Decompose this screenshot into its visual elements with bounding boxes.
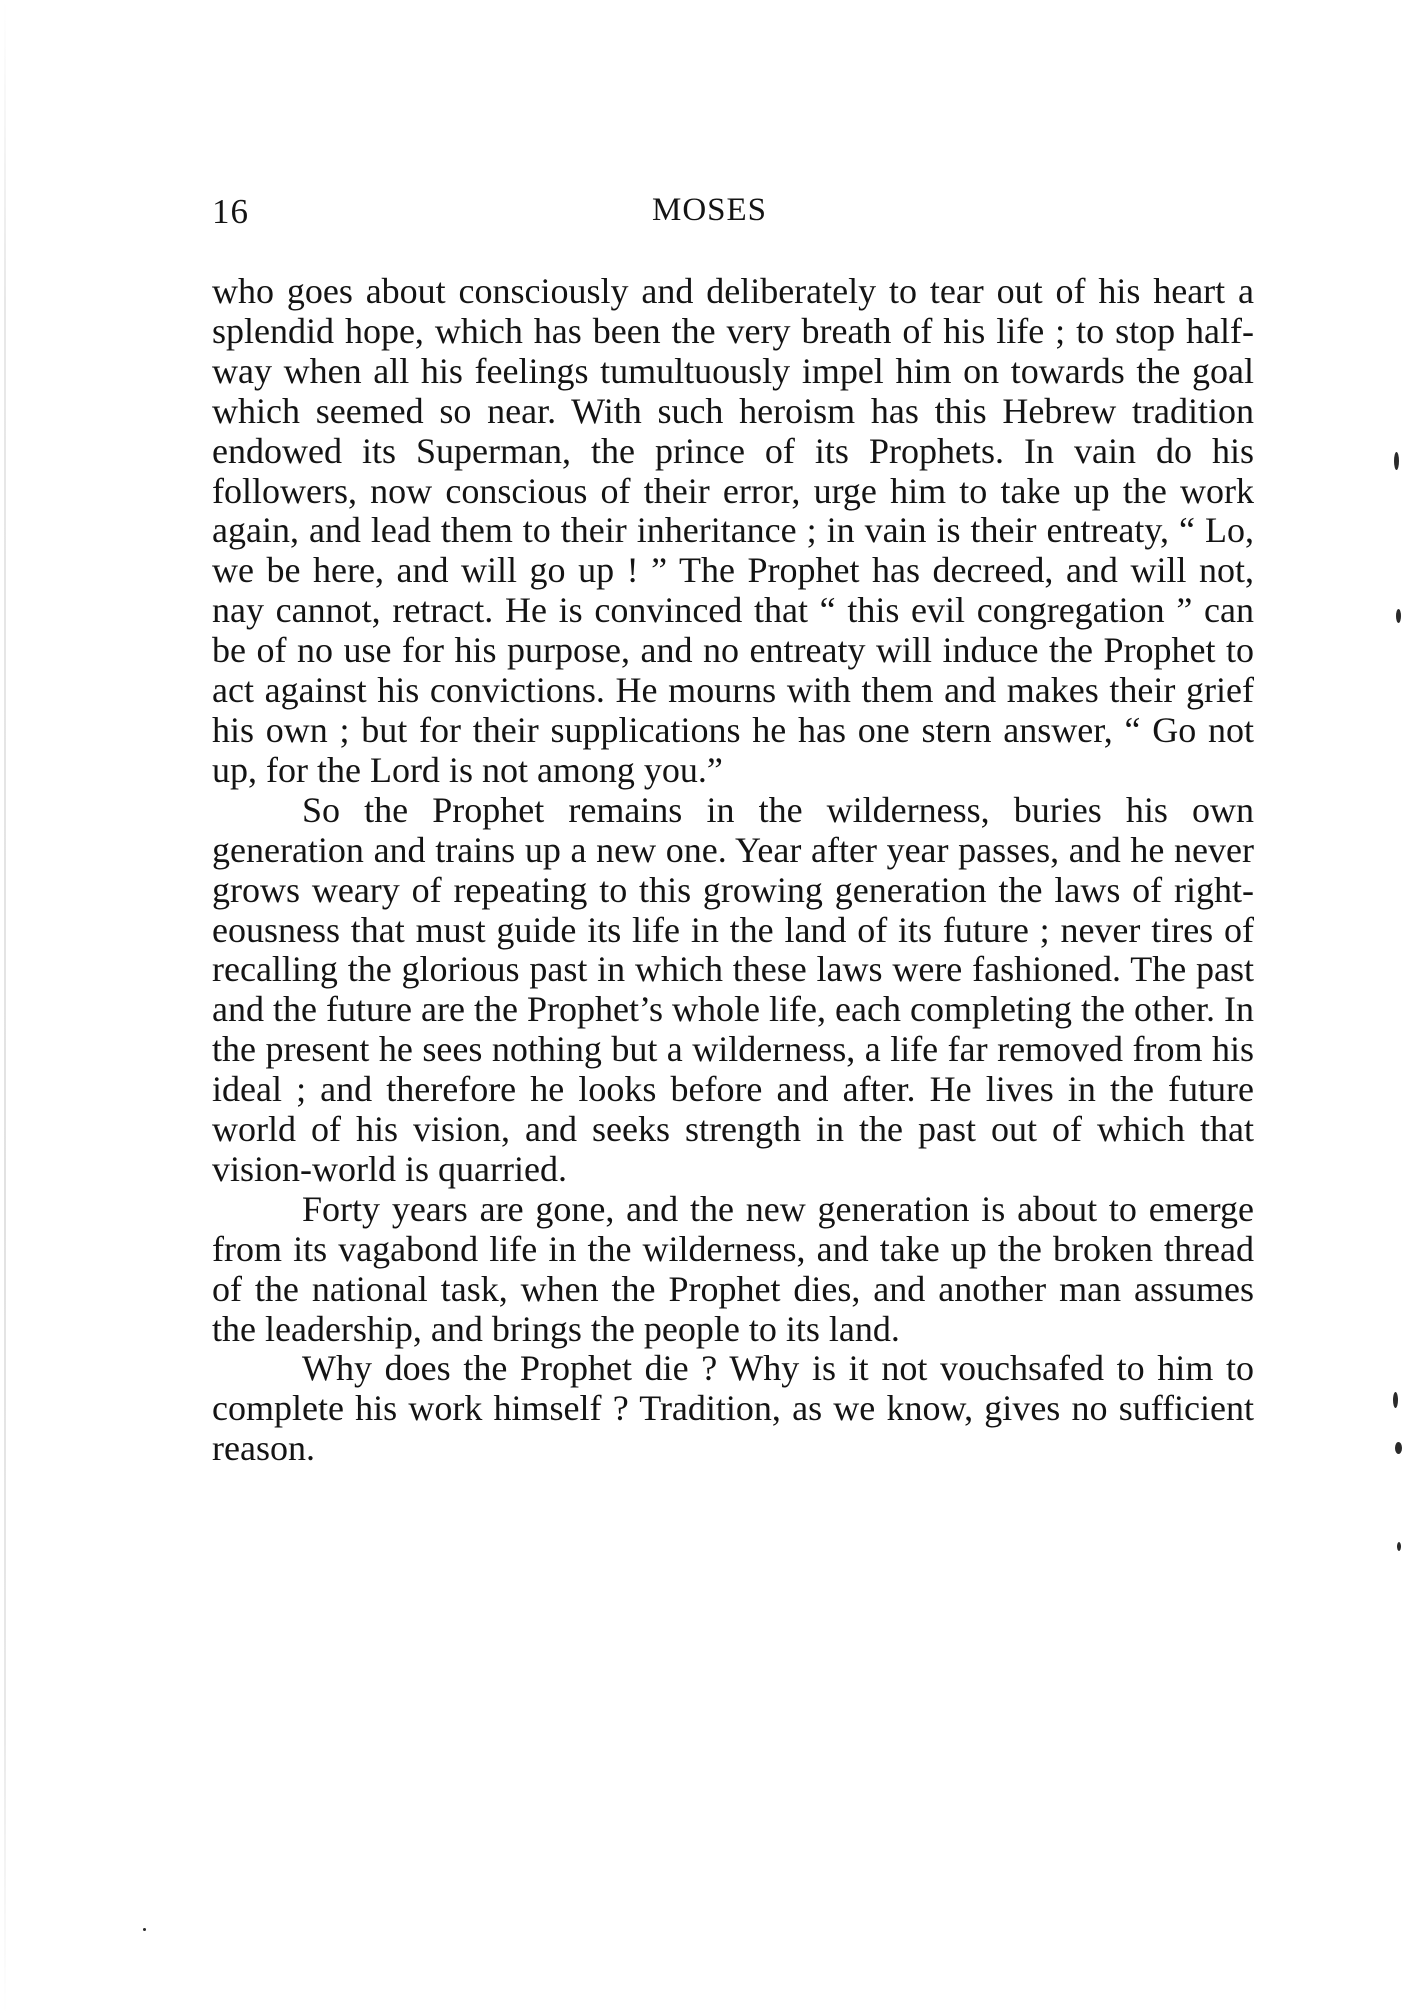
scan-speck — [1394, 452, 1399, 470]
paragraph: Forty years are gone, and the new generation is about to emerge from its vagabond life in the wilderness, and take up the broken thread of the national task, when the Prophet dies, and another man assumes the leadership, and brings the people to its land. — [212, 1188, 1254, 1349]
running-head — [212, 192, 1254, 238]
scan-speck — [1396, 609, 1401, 623]
scan-speck — [1397, 1542, 1401, 1551]
scan-edge-shadow — [4, 0, 6, 2015]
scan-speck — [1395, 1442, 1402, 1454]
page-number: 16 — [212, 192, 249, 231]
paragraph: So the Prophet remains in the wilderness, buries his own generation and trains up a new one. Year after year passes, and he never grows weary of repeating to this growing generation the laws of righteousness that must guide its life in the land of its future ; never tires of recalling the glorious past in which these laws were fashioned. The past and the future are the Prophet’s whole life, each completing the other. In the present he sees nothing but a wilderness, a life far removed from his ideal ; and therefore he looks before and after. He lives in the future world of his vision, and seeks strength in the past out of which that vision-world is quarried. — [212, 789, 1254, 1189]
scan-speck — [1393, 1392, 1398, 1408]
paragraph: who goes about consciously and deliberately to tear out of his heart a splendid hope, which has been the very breath of his life ; to stop half-way when all his feelings tumultuously impel him on towards the goal which seemed so near. With such heroism has this Hebrew tradition endowed its Superman, the prince of its Prophets. In vain do his followers, now conscious of their error, urge him to take up the work again, and lead them to their inheritance ; in vain is their entreaty, “ Lo, we be here, and will go up ! ” The Prophet has decreed, and will not, nay cannot, retract. He is convinced that “ this evil congregation ” can be of no use for his purpose, and no entreaty will induce the Prophet to act against his convictions. He mourns with them and makes their grief his own ; but for their supplications he has one stern answer, “ Go not up, for the Lord is not among you.” — [212, 271, 1254, 790]
scan-speck — [143, 1928, 146, 1931]
running-title: MOSES — [652, 192, 768, 228]
paragraph: Why does the Prophet die ? Why is it not vouchsafed to him to complete his work himself ? Tradition, as we know, gives no sufficient reason. — [212, 1348, 1254, 1469]
body-text — [212, 272, 1254, 1469]
